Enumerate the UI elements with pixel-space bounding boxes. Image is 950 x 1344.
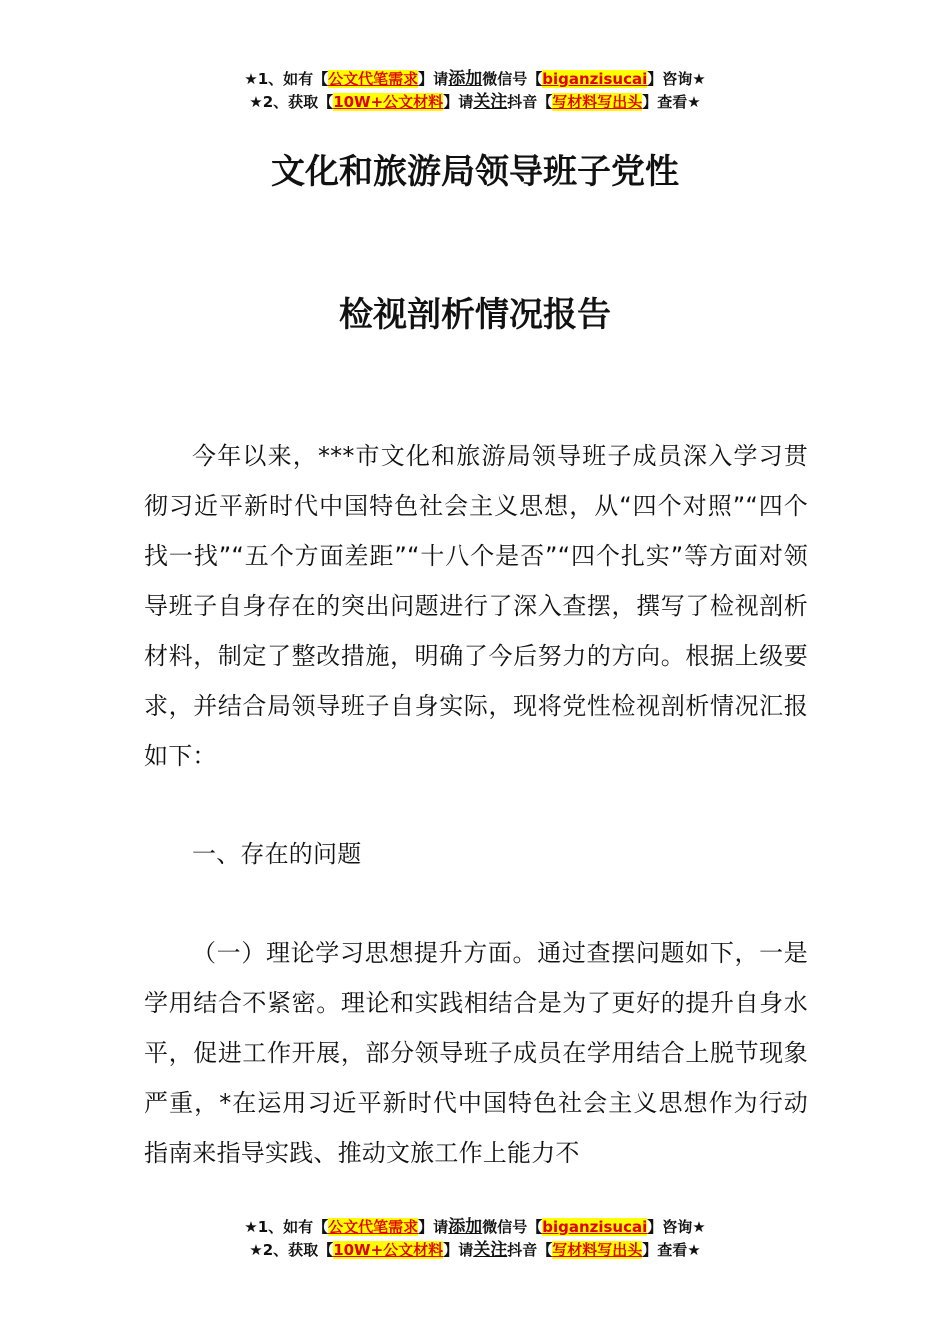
promo-line-2: ★2、获取【10W+公文材料】请关注抖音【写材料写出头】查看★	[249, 1240, 701, 1260]
highlight-materials: 10W+公文材料	[333, 93, 444, 111]
document-title-line-1: 文化和旅游局领导班子党性	[271, 152, 679, 192]
section-heading: 一、存在的问题	[192, 840, 362, 868]
promo-line-2: ★2、获取【10W+公文材料】请关注抖音【写材料写出头】查看★	[249, 92, 701, 112]
highlight-wechat-id: biganzisucai	[542, 70, 648, 88]
highlight-service: 公文代笔需求	[328, 70, 419, 88]
document-title-line-2: 检视剖析情况报告	[339, 295, 611, 335]
highlight-wechat-id: biganzisucai	[542, 1218, 648, 1236]
intro-paragraph: 今年以来，***市文化和旅游局领导班子成员深入学习贯彻习近平新时代中国特色社会主义思想，从“四个对照”“四个找一找”“五个方面差距”“十八个是否”“四个扎实”等方面对领导班子自身存在的突出问题进行了深入查摆，撰写了检视剖析材料，制定了整改措施，明确了今后努力的方向。根据上级要求，并结合局领导班子自身实际，现将党性检视剖析情况汇报如下：	[144, 442, 808, 770]
promo-line-1: ★1、如有【公文代笔需求】请添加微信号【biganzisucai】咨询★	[244, 69, 706, 89]
promo-banner-bottom	[0, 1216, 950, 1262]
promo-line-1: ★1、如有【公文代笔需求】请添加微信号【biganzisucai】咨询★	[244, 1217, 706, 1237]
highlight-douyin-id: 写材料写出头	[552, 93, 643, 111]
body-paragraph: （一）理论学习思想提升方面。通过查摆问题如下，一是学用结合不紧密。理论和实践相结合是为了更好的提升自身水平，促进工作开展，部分领导班子成员在学用结合上脱节现象严重，*在运用习近平新时代中国特色社会主义思想作为行动指南来指导实践、推动文旅工作上能力不	[144, 939, 808, 1167]
highlight-materials: 10W+公文材料	[333, 1241, 444, 1259]
promo-banner-top	[0, 68, 950, 114]
highlight-douyin-id: 写材料写出头	[552, 1241, 643, 1259]
highlight-service: 公文代笔需求	[328, 1218, 419, 1236]
